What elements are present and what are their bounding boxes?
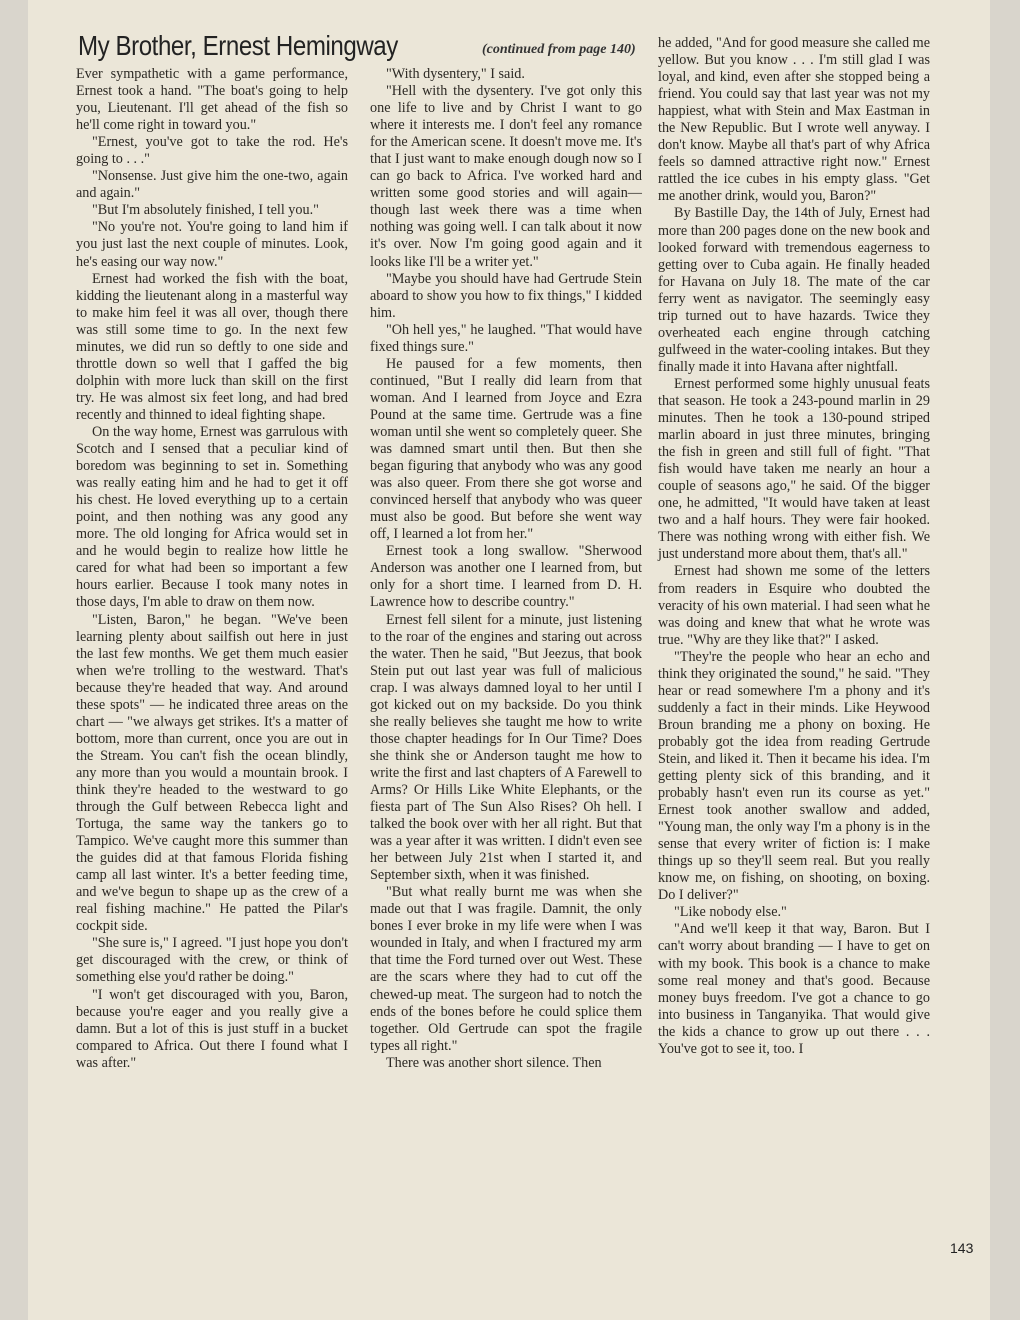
text-column-3 — [658, 35, 930, 1058]
paragraph: "No you're not. You're going to land him if you just last the next couple of minutes. Look, he's easing our way now." — [76, 219, 348, 270]
paragraph: "And we'll keep it that way, Baron. But I can't worry about branding — I have to get on with my book. This book is a chance to make some real money and that's good. Because money buys freedom. I've got a chance to go into business in Tanganyika. That would give the kids a chance to grow up out there . . . You've got to see it, too. I — [658, 921, 930, 1057]
paragraph: "Like nobody else." — [674, 904, 787, 921]
page-number: 143 — [950, 1240, 974, 1256]
text-column-1 — [76, 66, 348, 1072]
paragraph: Ernest fell silent for a minute, just listening to the roar of the engines and staring out across the water. Then he said, "But Jeezus, that book Stein put out last year was full of malicious crap. I was always damned loyal to her until I got kicked out on my backside. Do you think she really believes she taught me how to write those chapter headings for In Our Time? Does she think she or Anderson taught me how to write the first and last chapters of A Farewell to Arms? Or Hills Like White Elephants, or the fiesta part of The Sun Also Rises? Oh hell. I talked the book over with her all right. But that was a year after it was written. I didn't even see her between July 21st when I started it, and September sixth, when it was finished. — [370, 611, 642, 884]
article-title: My Brother, Ernest Hemingway — [78, 30, 398, 61]
paragraph: "Ernest, you've got to take the rod. He's going to . . ." — [76, 134, 348, 168]
paragraph: There was another short silence. Then — [386, 1054, 602, 1071]
paragraph: By Bastille Day, the 14th of July, Ernest had more than 200 pages done on the new book and looked forward with tremendous eagerness to getting over to Cuba again. He finally headed for Havana on July 18. The mate of the car ferry went as navigator. The seemingly easy trip turned out to have hazards. Twice they overheated each engine through catching gulfweed in the water-cooling intakes. But they finally made it into Havana after nightfall. — [658, 205, 930, 375]
paragraph: "But what really burnt me was when she made out that I was fragile. Damnit, the only bones I ever broke in my life were when I was wounded in Italy, and when I fractured my arm that time the Ford turned over out West. These are the scars where they had to cut off the chewed-up meat. The surgeon had to notch the ends of the bones before he could splice them together. Old Gertrude can spot the fragile types all right." — [370, 884, 642, 1054]
paragraph: "Listen, Baron," he began. "We've been learning plenty about sailfish out here in just the last few months. We get them much easier when we're trolling to the westward. That's because they're headed that way. And around these spots" — he indicated three areas on the chart — "we always get strikes. It's a matter of bottom, more than current, once you are out in the Stream. You can't fish the ocean blindly, any more than you would a mountain brook. I think they're headed to the westward to go through the Gulf between Rebecca light and Tortuga, the same way the tankers go to Tampico. We've caught more this summer than the guides did at that famous Florida fishing camp all last winter. It's a better feeding time, and we've begun to shape up as the crew of a real fishing machine." He patted the Pilar's cockpit side. — [76, 611, 348, 935]
paragraph: "With dysentery," I said. — [386, 66, 525, 82]
paragraph: Ernest had worked the fish with the boat, kidding the lieutenant along in a masterful way to make him feel it was all over, though there was still some time to go. In the next few minutes, we did run so deftly to one side and throttle down so well that I gaffed the big dolphin with more luck than skill on the first try. He was almost six feet long, and had bred recently and thinned to ideal fighting shape. — [76, 270, 348, 423]
magazine-page — [28, 0, 990, 1320]
paragraph: Ernest took a long swallow. "Sherwood Anderson was another one I learned from, but only for a short time. I learned from D. H. Lawrence how to describe country." — [370, 543, 642, 611]
paragraph: Ever sympathetic with a game performance, Ernest took a hand. "The boat's going to help you, Lieutenant. I'll get ahead of the fish so he'll come right in toward you." — [76, 66, 348, 134]
paragraph: "Nonsense. Just give him the one-two, again and again." — [76, 168, 348, 202]
paragraph: "Maybe you should have had Gertrude Stein aboard to show you how to fix things," I kidded him. — [370, 270, 642, 321]
paragraph: he added, "And for good measure she called me yellow. But you know . . . I'm still glad I was loyal, and kind, even after she stopped being a friend. You could say that last year was not my happiest, what with Stein and Max Eastman in the New Republic. But I wrote well anyway. I don't know. Maybe all that's part of why Africa feels so damned attractive right now." Ernest rattled the ice cubes in his empty glass. "Get me another drink, would you, Baron?" — [658, 35, 930, 205]
continued-note: (continued from page 140) — [482, 42, 636, 57]
paragraph: "But I'm absolutely finished, I tell you." — [92, 202, 319, 219]
paragraph: "She sure is," I agreed. "I just hope you don't get discouraged with the crew, or think of something else you'd rather be doing." — [76, 935, 348, 986]
paragraph: Ernest had shown me some of the letters from readers in Esquire who doubted the veracity of his own material. I had seen what he was doing and knew that what he wrote was true. "Why are they like that?" I asked. — [658, 563, 930, 648]
paragraph: "Hell with the dysentery. I've got only this one life to live and by Christ I want to go where it interests me. I don't feel any romance for the American scene. It doesn't move me. It's that I just want to make enough dough now so I can go back to Africa. I've worked hard and written some good stories and will again—though last week there was a time when nothing was going well. I can talk about it now it's over. Now I'm going good again and it looks like I'll be a writer yet." — [370, 83, 642, 270]
article-header — [78, 30, 658, 68]
paragraph: Ernest performed some highly unusual feats that season. He took a 243-pound marlin in 29 minutes. Then he took a 130-pound striped marlin aboard in just three minutes, bringing the fish in green and still full of fight. "That fish would have taken me nearly an hour a couple of seasons ago," he said. Of the bigger one, he admitted, "It would have taken at least two and a half hours. They were fair hooked. There was nothing wrong with either fish. We just understand more about them, that's all." — [658, 375, 930, 563]
paragraph: On the way home, Ernest was garrulous with Scotch and I sensed that a peculiar kind of boredom was beginning to set in. Something was really eating him and he had to get it off his chest. He loved everything up to a certain point, and then nothing was any good any more. The old longing for Africa would set in and he would begin to realize how little he cared for what had been so important a few hours earlier. Because I took many notes in those days, I'm able to draw on them now. — [76, 423, 348, 611]
paragraph: "I won't get discouraged with you, Baron, because you're eager and you really give a damn. But a lot of this is just stuff in a bucket compared to Africa. Out there I found what I was after." — [76, 986, 348, 1071]
text-column-2 — [370, 66, 642, 1072]
paragraph: "They're the people who hear an echo and think they originated the sound," he said. "They hear or read somewhere I'm a phony and it's suddenly a fact in their minds. Like Heywood Broun branding me a phony on boxing. He probably got the idea from reading Gertrude Stein, and liked it. Then it became his idea. I'm getting plenty sick of this branding, and it probably hasn't even run its course as yet." Ernest took another swallow and added, "Young man, the only way I'm a phony is in the sense that every writer of fiction is: I make things up so they'll seem real. But you really know me, on fishing, on shooting, on boxing. Do I deliver?" — [658, 648, 930, 904]
paragraph: He paused for a few moments, then continued, "But I really did learn from that woman. And I learned from Joyce and Ezra Pound at the same time. Gertrude was a fine woman until she went so completely queer. She was damned smart until then. But then she began figuring that anybody who was any good was also queer. From there she got worse and convinced herself that anybody who was queer must also be good. But before she went way off, I learned a lot from her." — [370, 355, 642, 543]
paragraph: "Oh hell yes," he laughed. "That would have fixed things sure." — [370, 321, 642, 355]
